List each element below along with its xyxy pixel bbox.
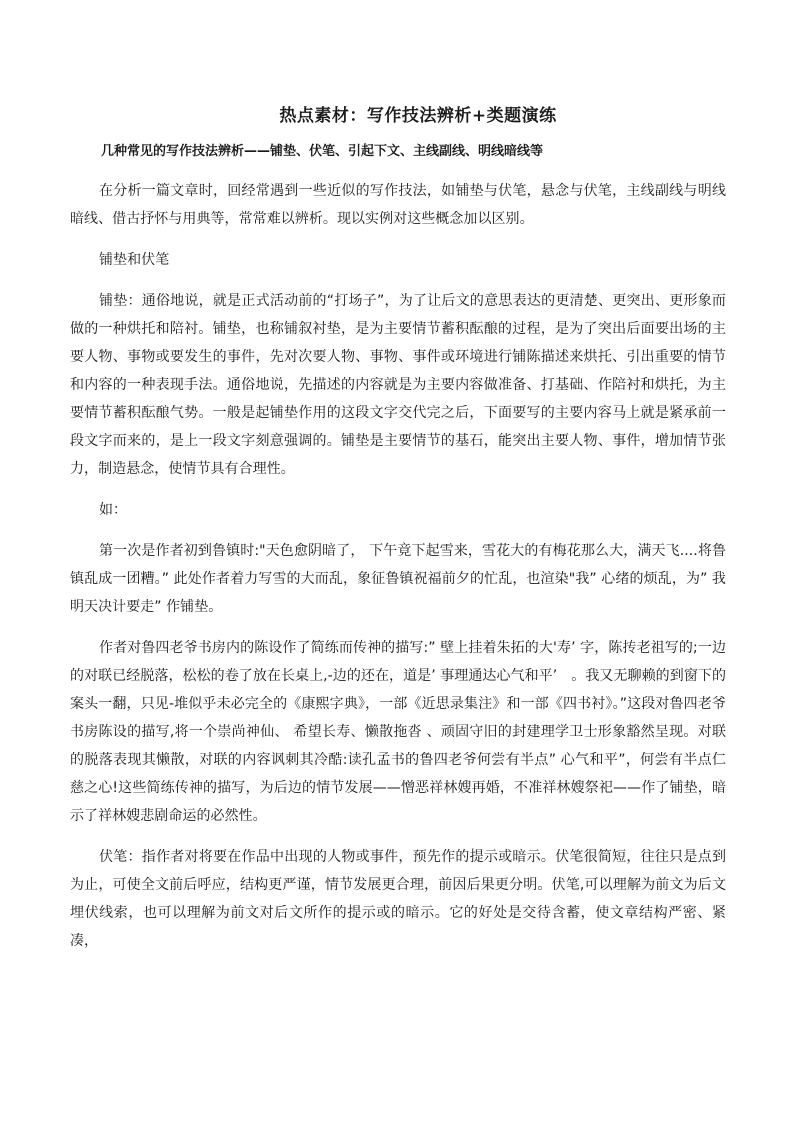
paragraph-fubi-definition: 伏笔：指作者对将要在作品中出现的人物或事件，预先作的提示或暗示。伏笔很简短，往往只是点到为止，可使全文前后呼应，结构更严谨，情节发展更合理，前因后果更分明。伏笔,可以理解为前文为后文埋伏线索，也可以理解为前文对后文所作的提示或的暗示。它的好处是交待含蓄，使文章结构严密、紧凑， <box>70 849 726 949</box>
paragraph-intro: 在分析一篇文章时，回经常遇到一些近似的写作技法，如铺垫与伏笔，悬念与伏笔，主线副线与明线暗线、借古抒怀与用典等，常常难以辨析。现以实例对这些概念加以区别。 <box>70 183 726 227</box>
paragraph-example-snow: 第一次是作者初到鲁镇时:"天色愈阴暗了， 下午竟下起雪来，雪花大的有梅花那么大，满天飞....将鲁镇乱成一团糟。” 此处作者着力写雪的大而乱，象征鲁镇祝福前夕的忙乱，也渲染"我” 心绪的烦乱，为” 我明天决计要走” 作铺垫。 <box>70 543 726 615</box>
paragraph-example-study: 作者对鲁四老爷书房内的陈设作了简练而传神的描写:” 壁上挂着朱拓的大'寿’ 字，陈抟老祖写的;一边的对联已经脱落，松松的卷了放在长桌上,-边的还在，道是’ 事理通达心气和平’ 。我又无聊赖的到窗下的案头一翻，只见-堆似乎未必完全的《康熙字典》，一部《近思录集注》和一部《四书衬》。”这段对鲁四老爷书房陈设的描写,将一个崇尚神仙、 希望长寿、懒散拖沓 、顽固守旧的封建理学卫士形象豁然呈现。对联的脱落表现其懒散，对联的内容讽刺其冷酷:读孔孟书的鲁四老爷何尝有半点” 心气和平”，何尝有半点仁慈之心!这些简练传神的描写，为后边的情节发展——憎恶祥林嫂再婚，不准祥林嫂祭祀——作了铺垫，暗示了祥林嫂悲剧命运的必然性。 <box>70 640 726 824</box>
paragraph-pudian-definition: 铺垫：通俗地说，就是正式活动前的“打场子”，为了让后文的意思表达的更清楚、更突出、更形象而做的一种烘托和陪衬。铺垫，也称铺叙衬垫，是为主要情节蓄积酝酿的过程，是为了突出后面要出场的主要人物、事物或要发生的事件，先对次要人物、事物、事件或环境进行铺陈描述来烘托、引出重要的情节和内容的一种表现手法。通俗地说，先描述的内容就是为主要内容做准备、打基础、作陪衬和烘托，为主要情节蓄积酝酿气势。一般是起铺垫作用的这段文字交代完之后，下面要写的主要内容马上就是紧承前一段文字而来的，是上一段文字刻意强调的。铺垫是主要情节的基石，能突出主要人物、事件，增加情节张力，制造悬念，使情节具有合理性。 <box>70 293 726 477</box>
document-subtitle: 几种常见的写作技法辨析——铺垫、伏笔、引起下文、主线副线、明线暗线等 <box>101 144 544 159</box>
paragraph-example-label: 如： <box>99 502 128 518</box>
section-heading-foreshadow: 铺垫和伏笔 <box>99 252 170 268</box>
document-title: 热点素材：写作技法辨析+类题演练 <box>279 106 557 126</box>
